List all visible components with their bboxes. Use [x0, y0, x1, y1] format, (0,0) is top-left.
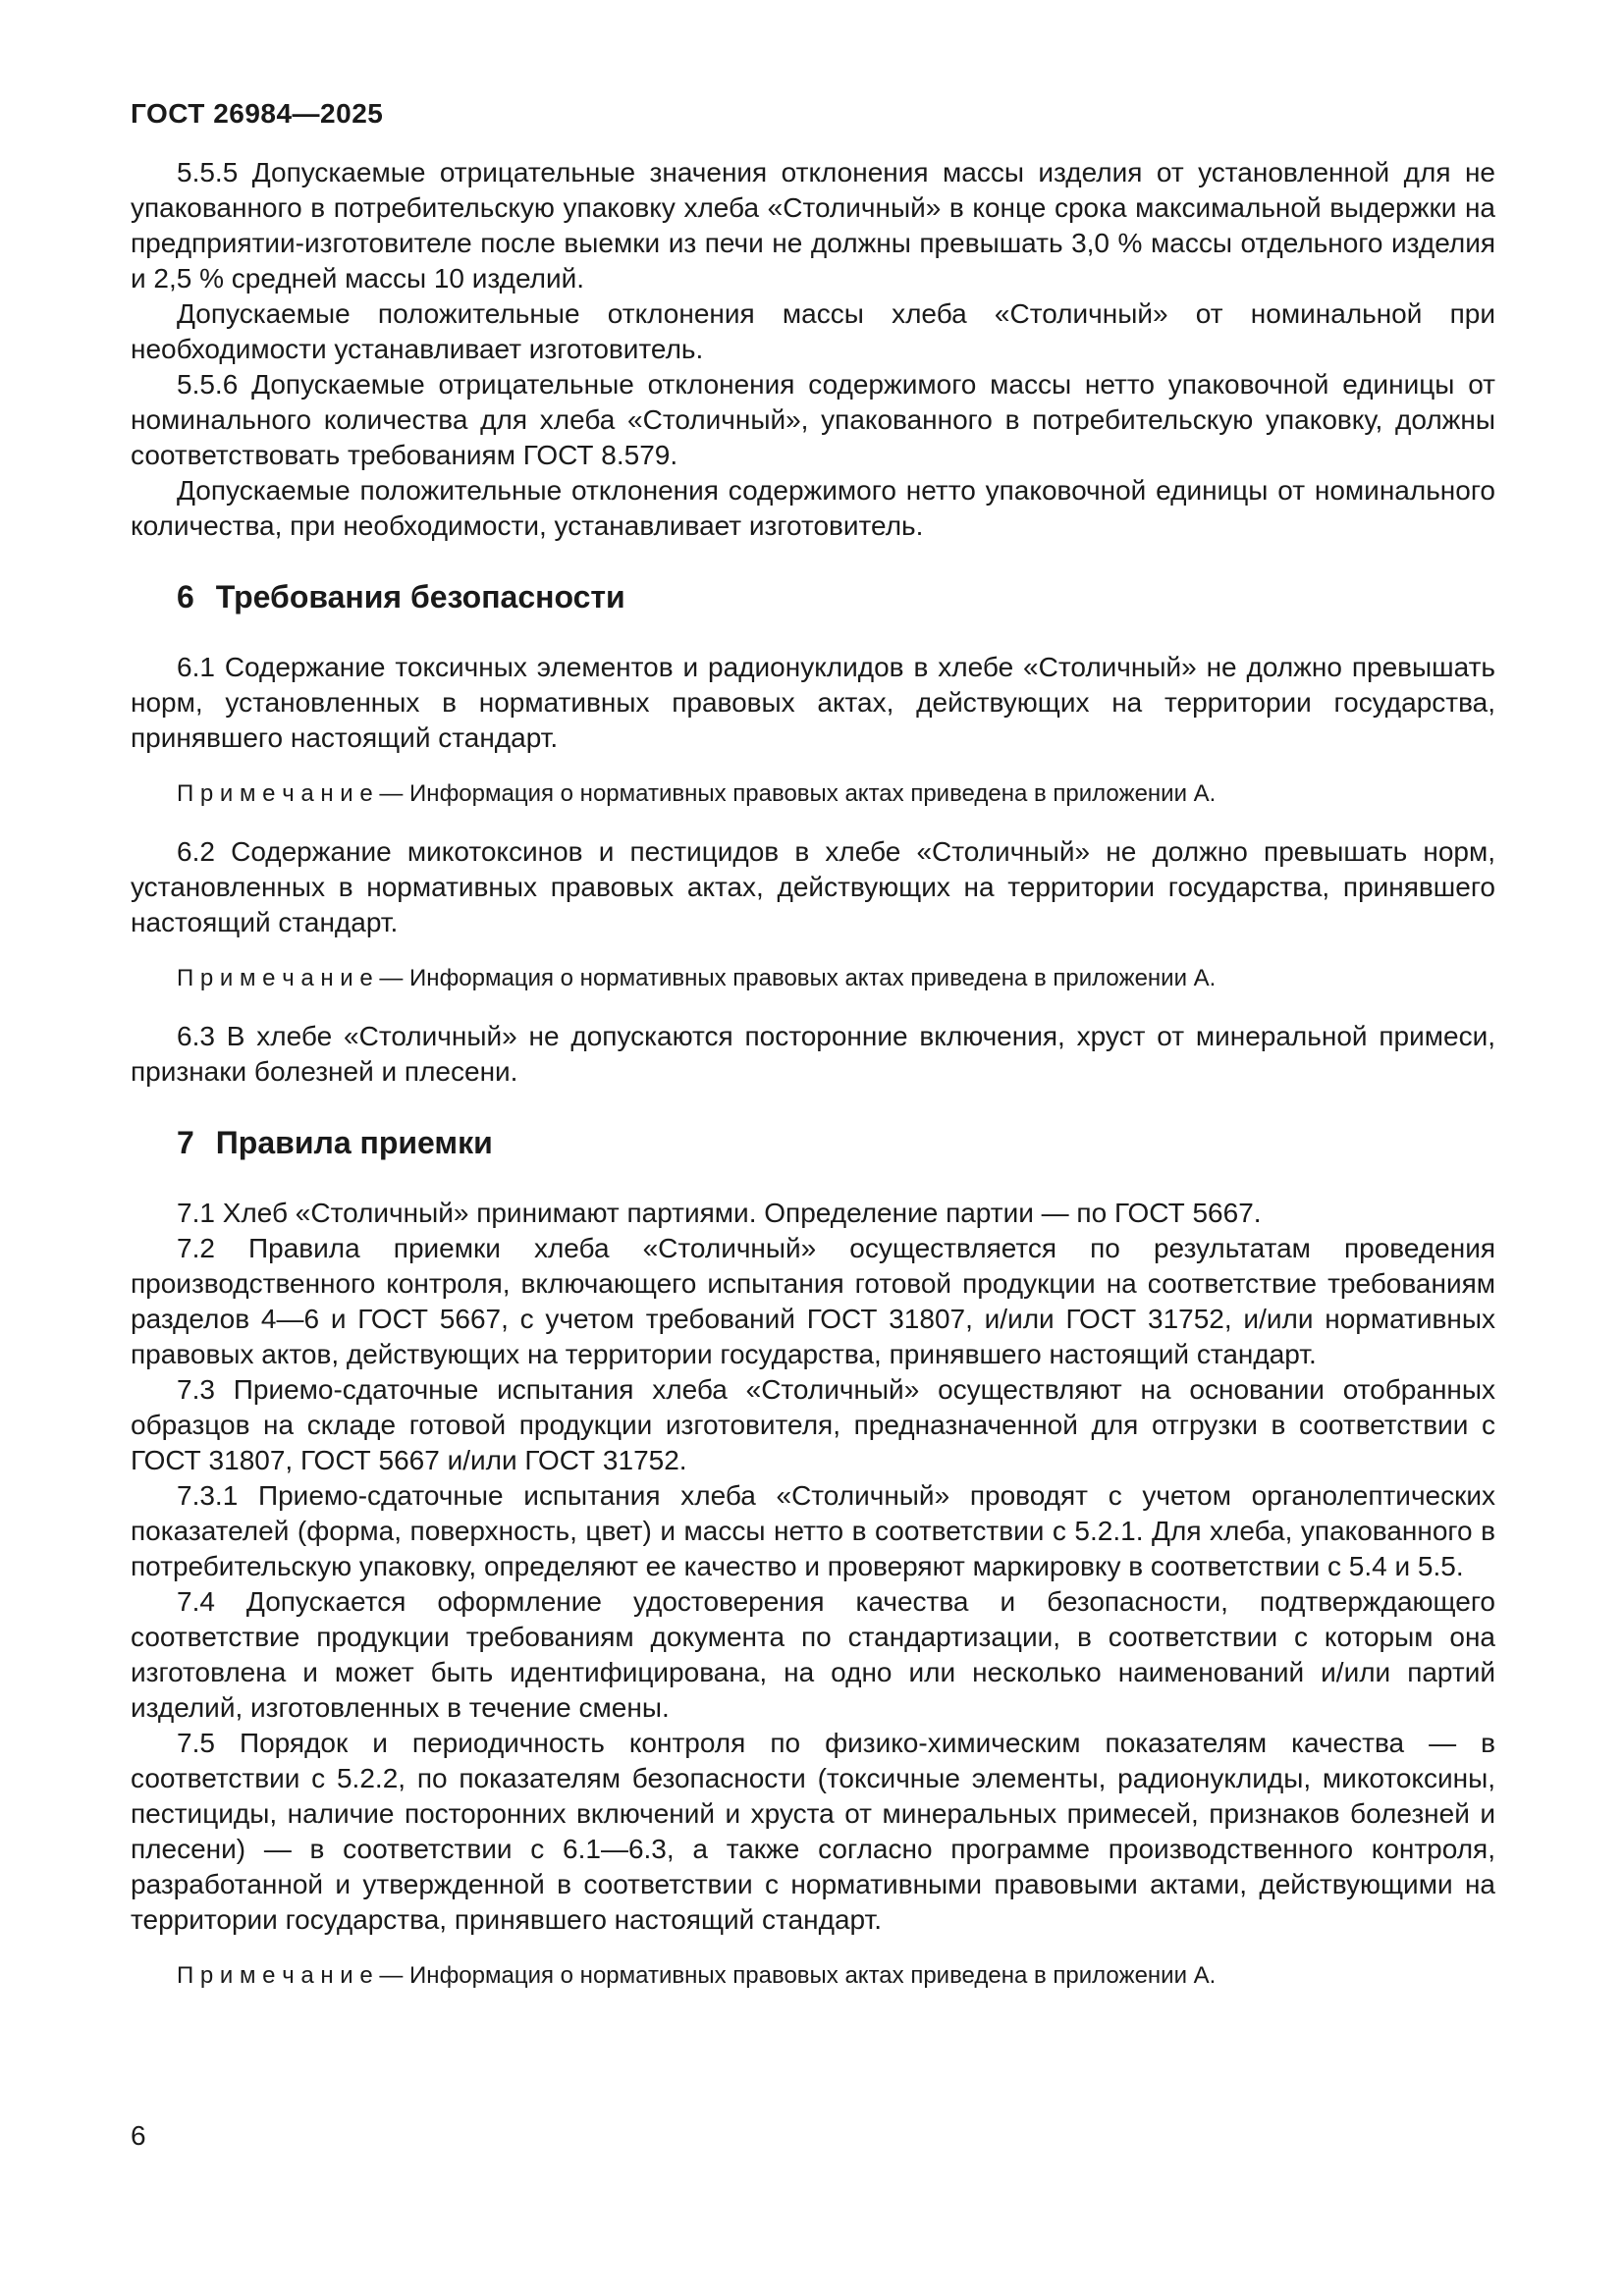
- clause-7-4: 7.4 Допускается оформление удостоверения качества и безопасности, подтверждающего соответствие продукции требованиям документа по стандартизации, в соответствии с которым она изготовлена и может быть идентифицирована, на одно или несколько наименований и/или партий изделий, изготовленных в течение смены.: [131, 1586, 1495, 1723]
- page-number: 6: [131, 2120, 146, 2151]
- section-heading-7: [177, 1123, 1495, 1162]
- clause-6-1: 6.1 Содержание токсичных элементов и радионуклидов в хлебе «Столичный» не должно превышать норм, установленных в нормативных правовых актах, действующих на территории государства, принявшего настоящий стандарт.: [131, 652, 1495, 753]
- note-after-6-2: П р и м е ч а н и е — Информация о нормативных правовых актах приведена в приложении А.: [177, 965, 1217, 991]
- section-6-number: 6: [177, 579, 194, 614]
- clause-5-5-5-continuation: Допускаемые положительные отклонения массы хлеба «Столичный» от номинальной при необходимости устанавливает изготовитель.: [131, 298, 1495, 364]
- section-7-title: Правила приемки: [215, 1125, 493, 1160]
- note-after-7-5: П р и м е ч а н и е — Информация о нормативных правовых актах приведена в приложении А.: [177, 1962, 1217, 1989]
- clause-5-5-6-continuation: Допускаемые положительные отклонения содержимого нетто упаковочной единицы от номинального количества, при необходимости, устанавливает изготовитель.: [131, 475, 1495, 541]
- document-body: [131, 155, 1495, 1992]
- clause-7-5: 7.5 Порядок и периодичность контроля по физико-химическим показателям качества — в соответствии с 5.2.2, по показателям безопасности (токсичные элементы, радионуклиды, микотоксины, пестициды, наличие посторонних включений и хруста от минеральных примесей, признаков болезней и плесени) — в соответствии с 6.1—6.3, а также согласно программе производственного контроля, разработанной и утвержденной в соответствии с нормативными правовыми актами, действующими на территории государства, принявшего настоящий стандарт.: [131, 1728, 1495, 1935]
- clause-7-1: 7.1 Хлеб «Столичный» принимают партиями. Определение партии — по ГОСТ 5667.: [177, 1198, 1262, 1228]
- section-6-title: Требования безопасности: [215, 579, 625, 614]
- note-after-6-1: П р и м е ч а н и е — Информация о нормативных правовых актах приведена в приложении А.: [177, 780, 1217, 807]
- clause-6-2: 6.2 Содержание микотоксинов и пестицидов в хлебе «Столичный» не должно превышать норм, установленных в нормативных правовых актах, действующих на территории государства, принявшего настоящий стандарт.: [131, 836, 1495, 937]
- doc-code-header: ГОСТ 26984—2025: [131, 98, 384, 129]
- clause-5-5-5: 5.5.5 Допускаемые отрицательные значения отклонения массы изделия от установленной для не упакованного в потребительскую упаковку хлеба «Столичный» в конце срока максимальной выдержки на предприятии-изготовителе после выемки из печи не должны превышать 3,0 % массы отдельного изделия и 2,5 % средней массы 10 изделий.: [131, 157, 1495, 294]
- clause-7-2: 7.2 Правила приемки хлеба «Столичный» осуществляется по результатам проведения производственного контроля, включающего испытания готовой продукции на соответствие требованиям разделов 4—6 и ГОСТ 5667, с учетом требований ГОСТ 31807, и/или ГОСТ 31752, и/или нормативных правовых актов, действующих на территории государства, принявшего настоящий стандарт.: [131, 1233, 1495, 1369]
- section-heading-6: [177, 577, 1495, 616]
- clause-7-3-1: 7.3.1 Приемо-сдаточные испытания хлеба «Столичный» проводят с учетом органолептических показателей (форма, поверхность, цвет) и массы нетто в соответствии с 5.2.1. Для хлеба, упакованного в потребительскую упаковку, определяют ее качество и проверяют маркировку в соответствии с 5.4 и 5.5.: [131, 1480, 1495, 1581]
- section-7-number: 7: [177, 1125, 194, 1160]
- clause-7-3: 7.3 Приемо-сдаточные испытания хлеба «Столичный» осуществляют на основании отобранных образцов на складе готовой продукции изготовителя, предназначенной для отгрузки в соответствии с ГОСТ 31807, ГОСТ 5667 и/или ГОСТ 31752.: [131, 1374, 1495, 1475]
- clause-5-5-6: 5.5.6 Допускаемые отрицательные отклонения содержимого массы нетто упаковочной единицы от номинального количества для хлеба «Столичный», упакованного в потребительскую упаковку, должны соответствовать требованиям ГОСТ 8.579.: [131, 369, 1495, 470]
- clause-6-3: 6.3 В хлебе «Столичный» не допускаются посторонние включения, хруст от минеральной примеси, признаки болезней и плесени.: [131, 1021, 1495, 1087]
